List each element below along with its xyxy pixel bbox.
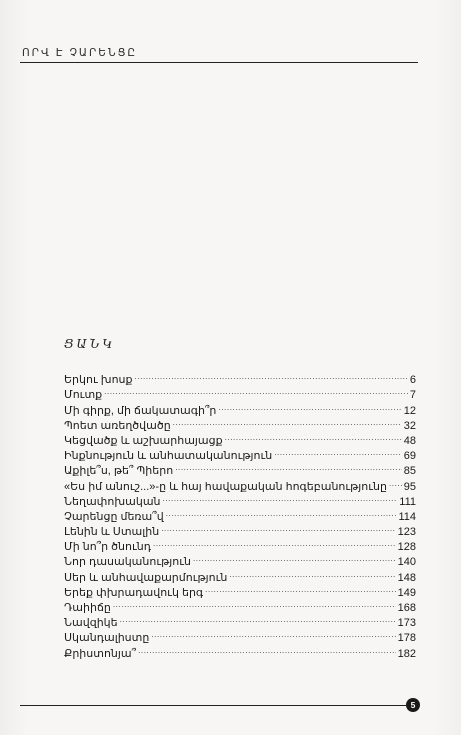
footer-rule: [20, 705, 406, 706]
toc-entry-title: Նավզիկե: [64, 617, 118, 630]
toc-entry-title: Ինքնություն և անհատականություն: [64, 450, 273, 463]
dot-leader: [205, 581, 395, 596]
dot-leader: [218, 398, 401, 413]
toc-entry-page: 69: [403, 450, 416, 463]
dot-leader: [151, 626, 395, 641]
toc-entry-page: 148: [397, 571, 416, 584]
dot-leader: [135, 368, 408, 383]
dot-leader: [274, 444, 402, 459]
toc-entry-title: Լենին և Ստալին: [64, 526, 160, 539]
toc-entry-page: 140: [397, 556, 416, 569]
toc-entry-title: Մուտք: [64, 389, 103, 402]
dot-leader: [104, 383, 408, 398]
toc-entry-title: Երկու խոսք: [64, 374, 133, 387]
toc-entry-title: Մի գիրք, մի ճակատագի՞ր: [64, 404, 217, 417]
toc-entry-title: Կեցվածք և աշխարհայացք: [64, 434, 223, 447]
dot-leader: [175, 459, 402, 474]
toc-entry: [64, 398, 416, 417]
toc-entry-title: Նոր դասականություն: [64, 556, 191, 569]
table-of-contents: [64, 368, 416, 660]
toc-entry-page: 114: [398, 510, 416, 523]
toc-entry-title: Երեք փխրադավուկ երգ: [64, 586, 204, 599]
toc-entry-page: 111: [399, 495, 416, 508]
dot-leader: [229, 565, 395, 580]
dot-leader: [389, 474, 402, 489]
dot-leader: [166, 505, 397, 520]
page-number-badge: 5: [406, 698, 420, 712]
toc-entry-title: Դաիիճը: [64, 602, 111, 614]
toc-entry-page: 123: [397, 526, 416, 539]
dot-leader: [161, 520, 395, 535]
toc-entry-title: Սեր և անհավաքարմություն: [64, 571, 228, 584]
dot-leader: [120, 611, 396, 626]
header-rule: [20, 62, 418, 63]
toc-entry-page: 149: [397, 586, 416, 599]
toc-entry-title: Պոետ առեղծվածը: [64, 419, 171, 432]
toc-entry-title: Չարենցը մեռա՞վ: [64, 510, 164, 523]
toc-entry: [64, 383, 416, 402]
toc-entry-page: 48: [403, 434, 416, 447]
running-title: ՈՐՎ Է ՉԱՐԵՆՑԸ: [22, 47, 138, 59]
toc-entry-page: 128: [397, 541, 416, 554]
dot-leader: [225, 429, 402, 444]
toc-entry-page: 178: [397, 632, 416, 645]
toc-entry-page: 95: [403, 480, 416, 493]
toc-entry-page: 168: [397, 602, 416, 614]
toc-entry-title: Մի նո՞ր ծնունդ: [64, 541, 152, 554]
toc-title: ՑԱՆԿ: [64, 337, 116, 351]
toc-entry: [64, 596, 416, 614]
dot-leader: [113, 596, 396, 611]
dot-leader: [173, 414, 402, 429]
toc-entry-title: Նեղափոխական: [64, 495, 161, 508]
toc-entry-title: Աքիլե՞ս, թե՞ Պիերո: [64, 465, 174, 478]
toc-entry-title: Քրիստոնյա՞: [64, 647, 137, 660]
dot-leader: [153, 535, 396, 550]
toc-entry-page: 12: [403, 404, 416, 417]
toc-entry-page: 6: [409, 374, 416, 387]
toc-entry: [64, 611, 416, 630]
toc-entry-page: 7: [409, 389, 416, 402]
toc-entry-page: 173: [397, 617, 416, 630]
dot-leader: [193, 550, 396, 565]
toc-entry-page: 32: [403, 419, 416, 432]
toc-entry: [64, 368, 416, 387]
dot-leader: [163, 490, 398, 505]
toc-entry-title: «Ես իմ անուշ...»-ը և հայ հավաքական հոգեբանությունը: [64, 480, 387, 493]
toc-entry-title: Սկանդալիստը: [64, 632, 150, 645]
dot-leader: [138, 641, 396, 656]
toc-entry-page: 182: [397, 647, 416, 660]
toc-entry-page: 85: [403, 465, 416, 478]
